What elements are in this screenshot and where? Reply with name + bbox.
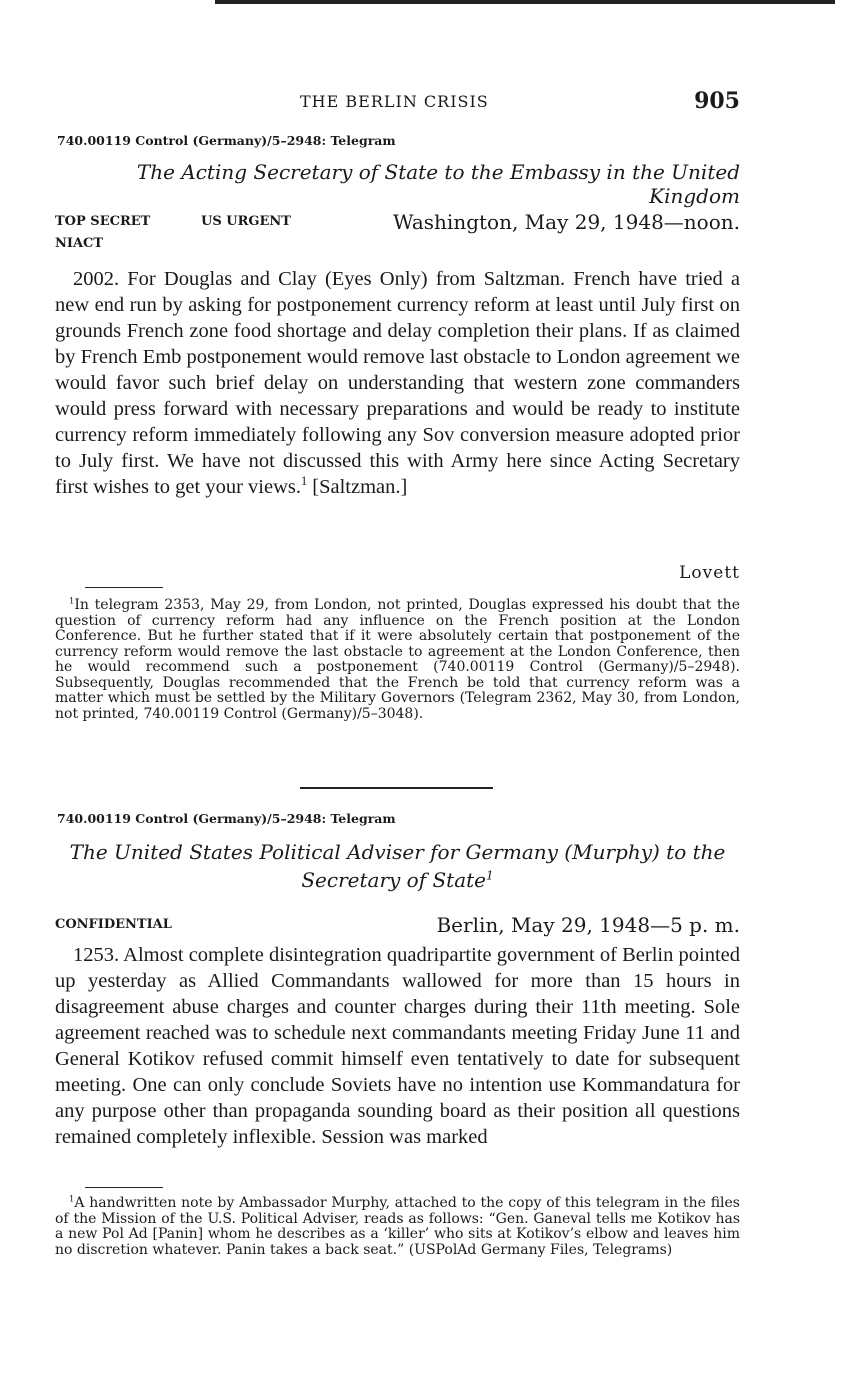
doc2-footnote-rule [85, 1187, 163, 1188]
doc1-title: The Acting Secretary of State to the Embassy in the United Kingdom [136, 160, 740, 208]
doc1-body [55, 266, 740, 500]
doc1-footnote [55, 595, 740, 722]
doc1-footnote-rule [85, 587, 163, 588]
top-edge-rule [215, 0, 835, 4]
doc1-footnote-text: In telegram 2353, May 29, from London, not printed, Douglas expressed his doubt that the question of currency reform had any influence on the French position at the London Conference. But he further stated that if it were absolutely certain that postponement of the currency reform would remove the last obstacle to agreement at the London Conference, then he would recommend such a postponement (740.00119 Control (Germany)/5–2948). Subsequently, Douglas recommended that the French be told that currency reform was a matter which must be settled by the Military Governors (Telegram 2362, May 30, from London, not printed, 740.00119 Control (Germany)/5–3048). [55, 597, 740, 722]
doc2-meta-line [55, 913, 740, 939]
doc2-title-footnote-ref: 1 [486, 868, 494, 883]
doc1-classification: TOP SECRET [55, 214, 151, 229]
doc1-body-text: 2002. For Douglas and Clay (Eyes Only) from Saltzman. French have tried a new end run by asking for postponement currency reform at least until July first on grounds French zone food shortage and delay completion their plans. If as claimed by French Emb postponement would remove last obstacle to London agreement we would favor such brief delay on understanding that western zone commanders would press forward with necessary preparations and would be ready to institute currency reform immediately following any Sov conversion measure adopted prior to July first. We have not discussed this with Army here since Acting Secretary first wishes to get your views. [55, 268, 740, 498]
doc1-signature: Lovett [679, 563, 740, 583]
doc2-title-line1: The United States Political Adviser for Germany (Murphy) to the [69, 840, 726, 864]
page-number: 905 [694, 88, 740, 114]
doc2-footnote-number: 1 [69, 1193, 75, 1204]
doc1-footnote-ref: 1 [300, 474, 308, 489]
doc2-footnote [55, 1193, 740, 1258]
doc1-body-end: [Saltzman.] [312, 476, 408, 498]
doc1-meta-line [55, 210, 740, 236]
doc1-place-date: Washington, May 29, 1948—noon. [393, 210, 740, 234]
doc1-priority: US URGENT [201, 214, 291, 229]
doc2-body-text: 1253. Almost complete disintegration quadripartite government of Berlin pointed up yesterday as Allied Commandants wallowed for more than 15 hours in disagreement abuse charges and counter charges during their 11th meeting. Sole agreement reached was to schedule next commandants meeting Friday June 11 and General Kotikov refused commit himself even tentatively to date for subsequent meeting. One can only conclude Soviets have no intention use Kommandatura for any purpose other than propaganda sounding board as their position all questions remained completely inflexible. Session was marked [55, 944, 740, 1148]
doc1-niact: NIACT [55, 236, 104, 251]
doc1-file-number: 740.00119 Control (Germany)/5–2948: Telegram [57, 133, 396, 148]
doc2-file-number: 740.00119 Control (Germany)/5–2948: Telegram [57, 811, 396, 826]
doc2-classification: CONFIDENTIAL [55, 917, 172, 932]
running-head: THE BERLIN CRISIS [300, 92, 489, 111]
doc2-body [55, 942, 740, 1150]
page-header [55, 88, 740, 118]
doc1-footnote-number: 1 [69, 595, 75, 606]
section-divider [300, 787, 493, 789]
doc2-title-line2: Secretary of State [301, 868, 486, 892]
doc2-footnote-text: A handwritten note by Ambassador Murphy, attached to the copy of this telegram in the files of the Mission of the U.S. Political Adviser, reads as follows: “Gen. Ganeval tells me Kotikov has a new Pol Ad [Panin] whom he describes as a ‘killer’ who sits at Kotikov’s elbow and leaves him no discretion whatever. Panin takes a back seat.” (USPolAd Germany Files, Telegrams) [55, 1195, 740, 1258]
doc2-title [55, 838, 740, 894]
doc2-place-date: Berlin, May 29, 1948—5 p. m. [436, 913, 740, 937]
